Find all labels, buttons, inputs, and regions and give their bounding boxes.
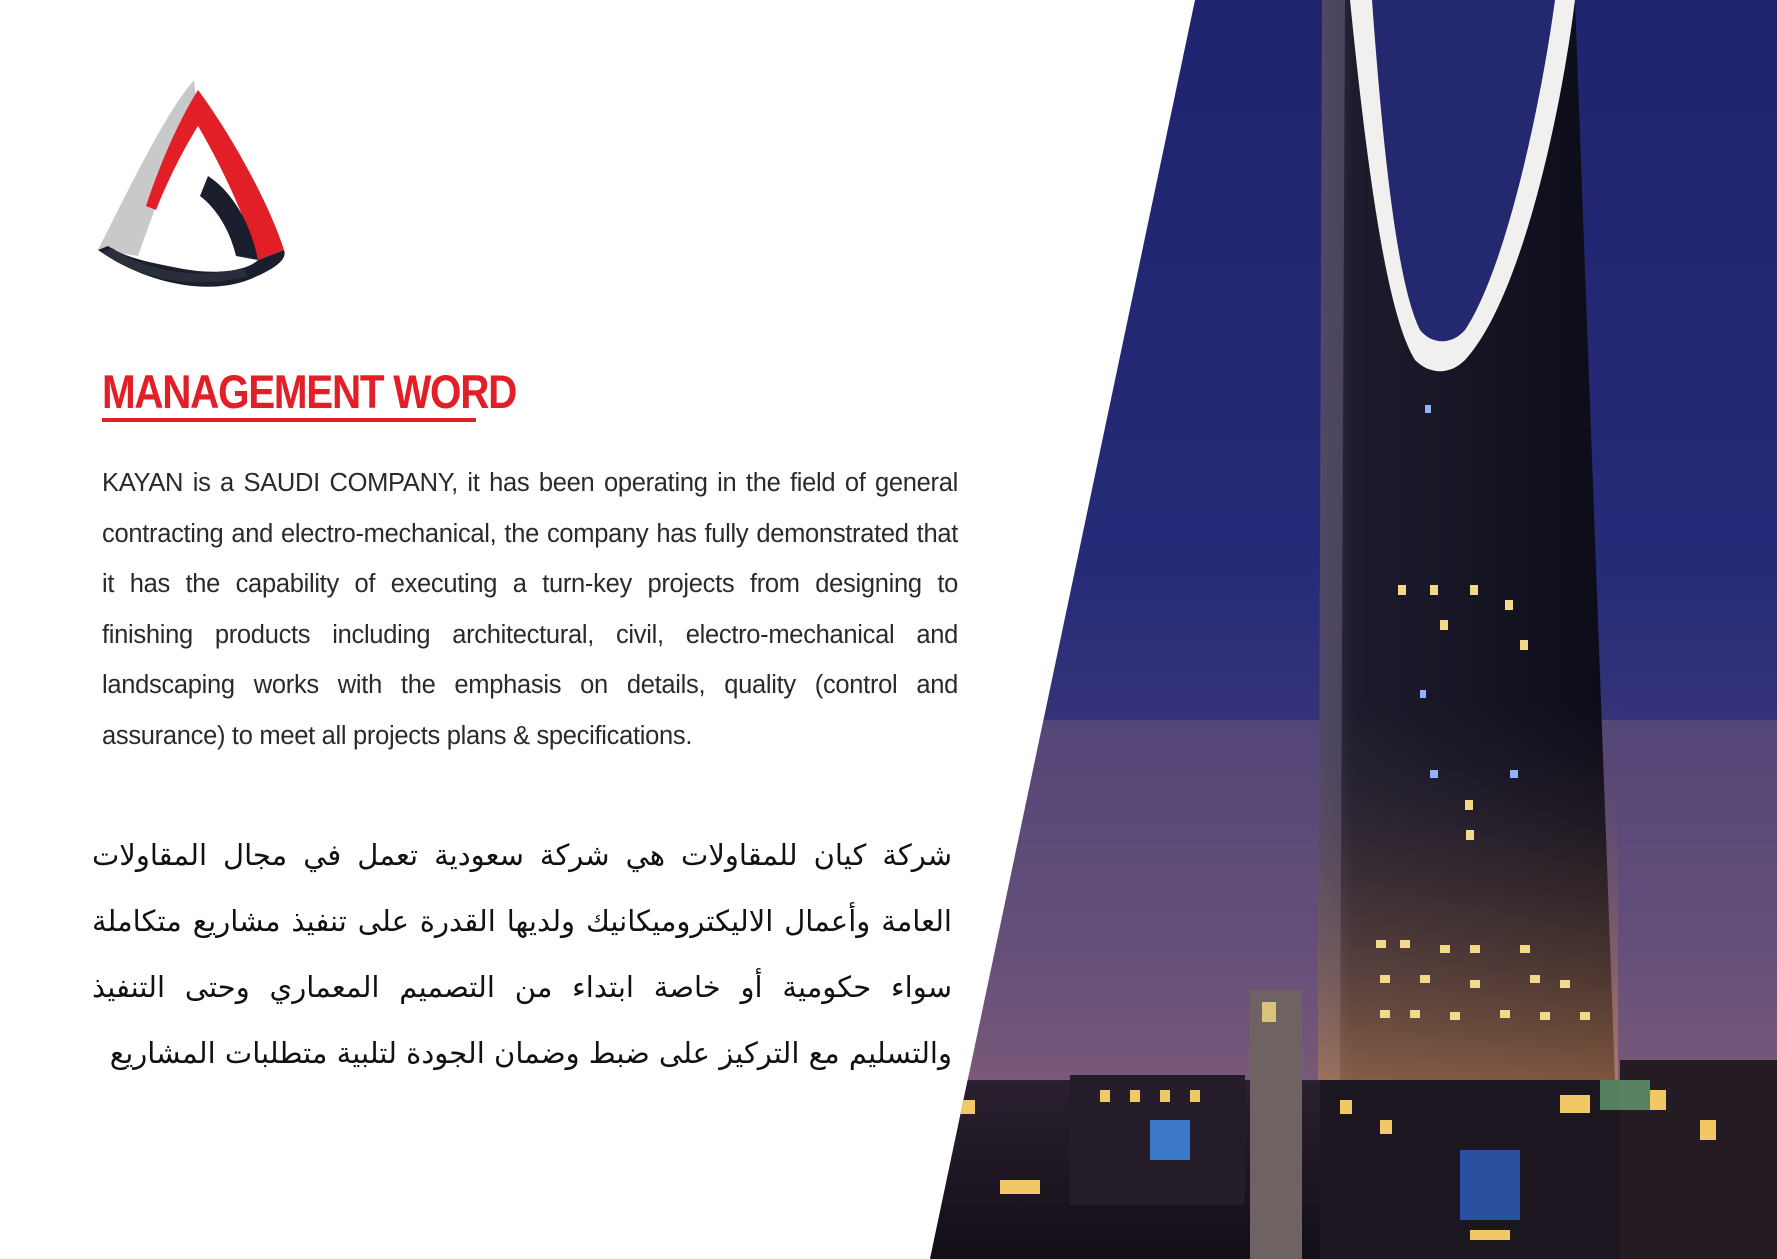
arabic-paragraph: شركة كيان للمقاولات هي شركة سعودية تعمل في مجال المقاولات العامة وأعمال الاليكتروميكانيك ولديها القدرة على تنفيذ مشاريع متكاملة سواء حكومية أو خاصة ابتداء من التصميم المعماري وحتى التنفيذ والتسليم مع التركيز على ضبط وضمان الجودة لتلبية متطلبات المشاريع — [92, 838, 952, 1070]
section-title: MANAGEMENT WORD — [102, 365, 517, 418]
english-paragraph: KAYAN is a SAUDI COMPANY, it has been operating in the field of general contracting and electro-mechanical, the company has fully demonstrated that it has the capability of executing a turn-key projects from designing to finishing products including architectural, civil, electro-mechanical and landscaping works with the emphasis on details, quality (control and assurance) to meet all projects plans & specifications. — [102, 469, 958, 750]
